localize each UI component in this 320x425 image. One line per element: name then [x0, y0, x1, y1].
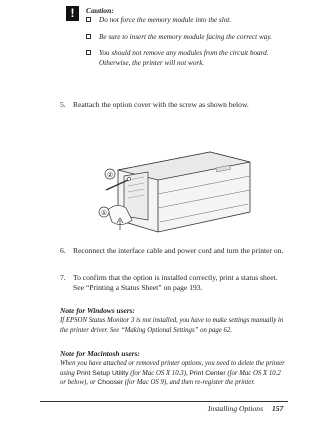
step-text: To confirm that the option is installed correctly, print a status sheet. See “Printing a Status Sheet” on page 193. — [73, 273, 278, 292]
footer-section-title: Installing Options — [208, 404, 264, 413]
callout-2: ② — [106, 171, 114, 179]
step-5 — [60, 100, 285, 110]
caution-item: You should not remove any modules from the circuit board. Otherwise, the printer will not work. — [86, 49, 291, 68]
note-macintosh — [60, 349, 288, 388]
footer-divider — [40, 401, 288, 402]
note-body: If EPSON Status Monitor 3 is not installed, you have to make settings manually in the printer driver. See “Making Optional Settings” on page 62. — [60, 317, 284, 334]
step-6 — [60, 246, 285, 256]
caution-item: Be sure to insert the memory module facing the correct way. — [86, 33, 291, 43]
step-number: 7. — [60, 273, 66, 282]
checkbox-bullet-icon — [86, 17, 91, 22]
caution-icon: ! — [66, 6, 79, 21]
ui-term: Print Center — [189, 369, 226, 377]
note-windows — [60, 306, 288, 335]
note-body: When you have attached or removed printer options, you need to delete the printer using Print Setup Utility (for Mac OS X 10.3), Print Center (for Mac OS X 10.2 or below), or Chooser (for Mac OS 9), and then re-register the printer. — [60, 360, 285, 387]
caution-heading: Caution: — [86, 6, 114, 15]
ui-term: Print Setup Utility — [76, 369, 129, 377]
note-heading: Note for Windows users: — [60, 306, 135, 315]
step-number: 6. — [60, 246, 66, 255]
page-number: 157 — [272, 404, 284, 413]
printer-figure — [98, 150, 258, 235]
checkbox-bullet-icon — [86, 34, 91, 39]
step-number: 5. — [60, 100, 66, 109]
note-heading: Note for Macintosh users: — [60, 349, 140, 358]
step-text: Reconnect the interface cable and power cord and turn the printer on. — [73, 246, 284, 255]
ui-term: Chooser — [97, 379, 124, 387]
printer-option-cover-illustration — [98, 150, 258, 235]
caution-block — [70, 6, 291, 68]
step-text: Reattach the option cover with the screw as shown below. — [73, 100, 249, 109]
callout-1: ① — [100, 209, 108, 217]
caution-item: Do not force the memory module into the slot. — [86, 16, 291, 26]
step-7 — [60, 273, 285, 293]
checkbox-bullet-icon — [86, 50, 91, 55]
